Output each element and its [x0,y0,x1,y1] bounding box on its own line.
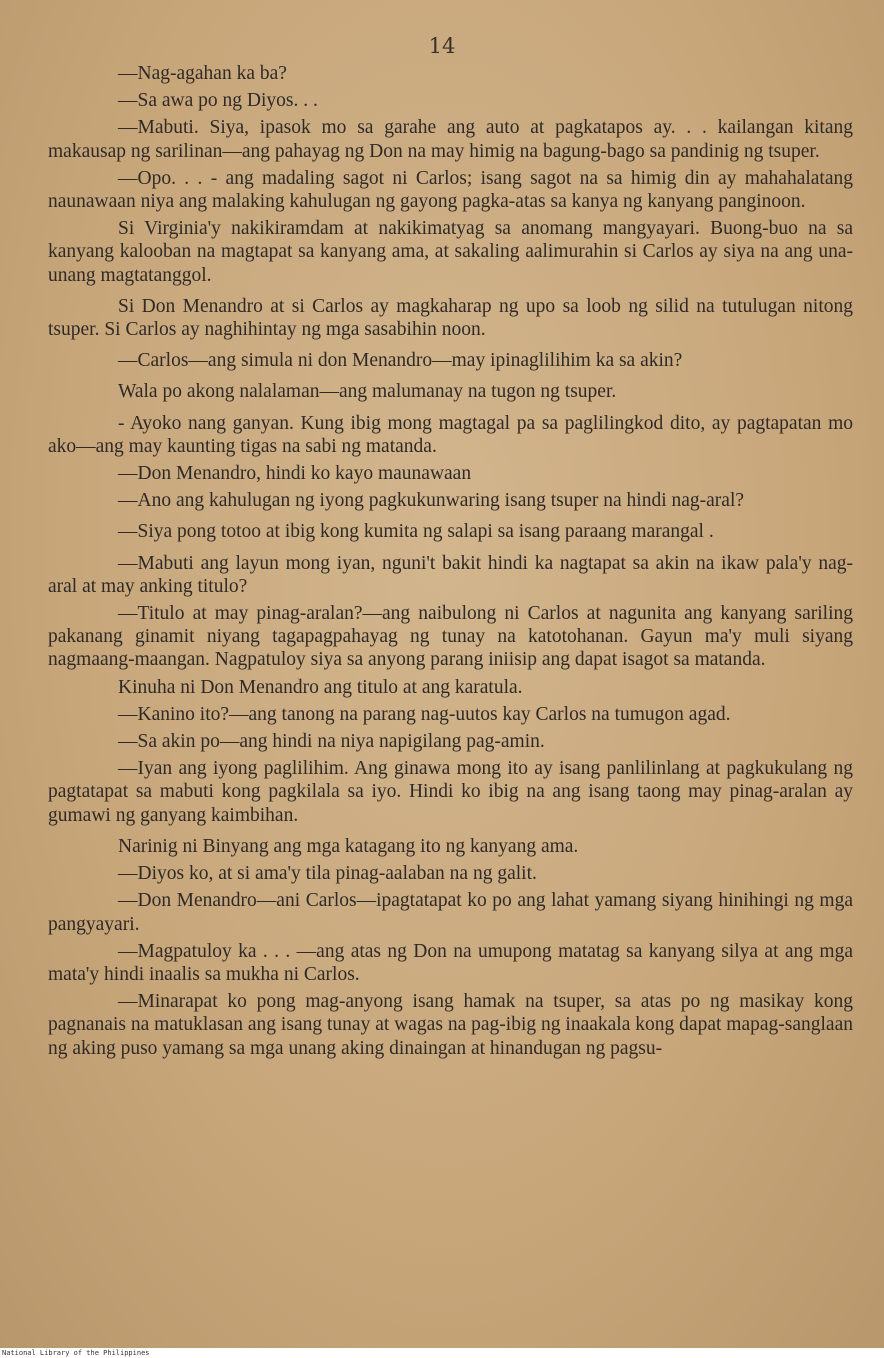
paragraph: Kinuha ni Don Menandro ang titulo at ang karatula. [118,676,523,698]
body-text [48,62,853,1064]
library-credit: National Library of the Philippines [2,1349,150,1357]
paragraph: —Iyan ang iyong paglilihim. Ang ginawa mong ito ay isang panlilinlang at pagkukulang ng pagtatapat sa mabuti kong pagkilala sa iyo. Hindi ko ibig na ang isang taong may pinag-aralan ay gumawi ng ganyang kaimbihan. [48,758,853,826]
paragraph: —Opo. . . - ang madaling sagot ni Carlos; isang sagot na sa himig din ay mahahalatang naunawaan niya ang malaking kahulugan ng gayong pagka-atas sa kanya ng kanyang panginoon. [48,167,853,213]
paragraph: —Mabuti ang layun mong iyan, nguni't bakit hindi ka nagtapat sa akin na ikaw pala'y nag-aral at may anking titulo? [48,552,853,597]
paragraph: —Sa awa po ng Diyos. . . [118,90,318,112]
paragraph: —Mabuti. Siya, ipasok mo sa garahe ang auto at pagkatapos ay. . . kailangan kitang makausap ng sarilinan—ang pahayag ng Don na may himig na bagung-bago sa pandinig ng tsuper. [48,117,853,162]
paragraph: - Ayoko nang ganyan. Kung ibig mong magtagal pa sa paglilingkod dito, ay pagtapatan mo ako—ang may kaunting tigas na sabi ng matanda. [48,412,853,457]
paragraph: Narinig ni Binyang ang mga katagang ito ng kanyang ama. [118,835,579,857]
paragraph: —Don Menandro, hindi ko kayo maunawaan [118,463,472,485]
paragraph: Wala po akong nalalaman—ang malumanay na tugon ng tsuper. [118,381,617,403]
paragraph: —Diyos ko, at si ama'y tila pinag-aalaban na ng galit. [118,863,537,885]
paragraph: —Kanino ito?—ang tanong na parang nag-uutos kay Carlos na tumugon agad. [118,703,731,725]
paragraph: Si Virginia'y nakikiramdam at nakikimatyag sa anomang mangyayari. Buong-buo na sa kanyang kalooban na magtapat sa kanyang ama, at sakaling aalimurahin si Carlos ay siya na ang una-unang magtatanggol. [48,218,853,286]
paragraph: —Don Menandro—ani Carlos—ipagtatapat ko po ang lahat yamang siyang hinihingi ng mga pangyayari. [48,890,853,935]
paragraph: —Ano ang kahulugan ng iyong pagkukunwaring isang tsuper na hindi nag-aral? [118,490,745,512]
paragraph: —Nag-agahan ka ba? [118,63,287,84]
paragraph: Si Don Menandro at si Carlos ay magkaharap ng upo sa loob ng silid na tutulugan nitong tsuper. Si Carlos ay naghihintay ng mga sasabihin noon. [48,295,853,341]
paragraph: —Sa akin po—ang hindi na niya napigilang pag-amin. [118,731,545,753]
paragraph: —Minarapat ko pong mag-anyong isang hamak na tsuper, sa atas po ng masikay kong pagnanais na matuklasan ang isang tunay at wagas na pag-ibig ng inaakala kong dapat mapag-sanglaan ng aking puso yamang sa mga unang aking dinaingan at hinandugan ng pagsu- [48,991,853,1059]
paragraph: —Siya pong totoo at ibig kong kumita ng salapi sa isang paraang marangal . [118,521,714,543]
paragraph: —Titulo at may pinag-aralan?—ang naibulong ni Carlos at nagunita ang kanyang sariling pakanang ginamit niyang tagapagpahayag ng tunay na katotohanan. Gayun ma'y muli siyang nagmaang-maangan. Nagpatuloy siya sa anyong parang iniisip ang dapat isagot sa matanda. [48,603,853,671]
page-number: 14 [428,34,456,58]
paragraph: —Carlos—ang simula ni don Menandro—may ipinaglilihim ka sa akin? [118,350,683,372]
paragraph: —Magpatuloy ka . . . —ang atas ng Don na umupong matatag sa kanyang silya at ang mga mata'y hindi inaalis sa mukha ni Carlos. [48,940,853,985]
